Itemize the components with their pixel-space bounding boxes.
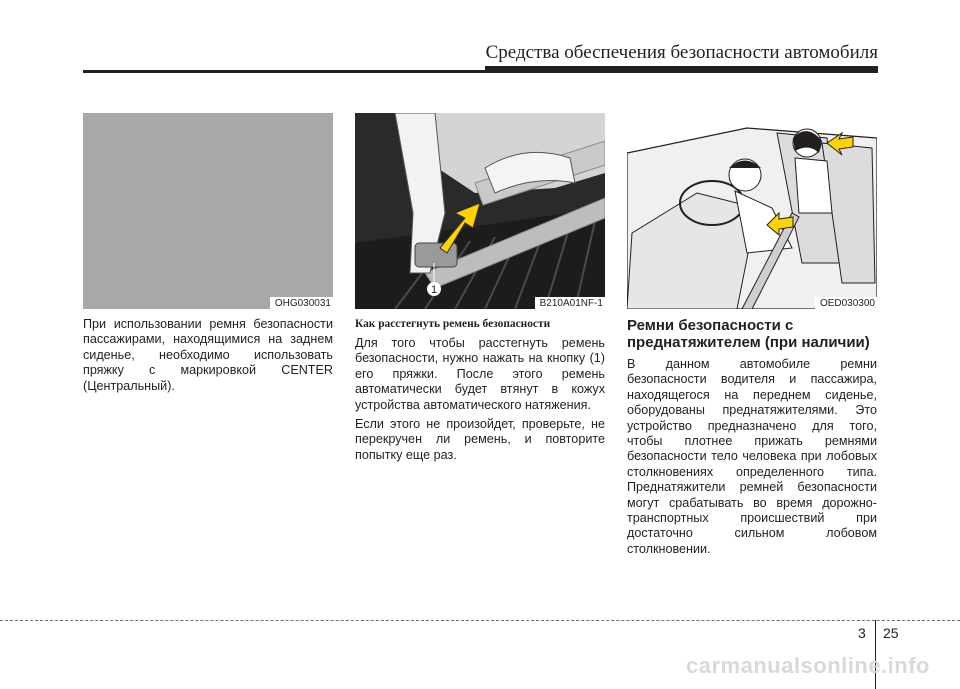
running-header: Средства обеспечения безопасности автомобиля	[485, 42, 878, 63]
figure-code: OHG030031	[270, 297, 333, 309]
section-heading: Ремни безопасности с преднатяжителем (при наличии)	[627, 317, 870, 351]
chapter-number: 3	[858, 625, 866, 641]
figure-center-buckle	[83, 113, 333, 309]
figure-unbuckle	[355, 113, 605, 309]
figure-code: B210A01NF-1	[535, 297, 605, 309]
column-middle	[355, 317, 605, 467]
header-rule	[83, 70, 878, 73]
paragraph: Если этого не произойдет, проверьте, не перекручен ли ремень, и повторите попытку еще раз.	[355, 417, 605, 462]
section-caption: Как расстегнуть ремень безопасности	[355, 318, 551, 330]
paragraph: Для того чтобы расстегнуть ремень безопасности, нужно нажать на кнопку (1) его пряжки. После этого ремень автоматически будет втянут в кожух устройства автоматического натяжения.	[355, 336, 605, 412]
figure-code: OED030300	[815, 297, 877, 309]
callout-1: 1	[430, 284, 438, 296]
unbuckle-illustration	[355, 113, 605, 309]
paragraph: При использовании ремня безопасности пассажирами, находящимися на заднем сиденье, необходимо использовать пряжку с маркировкой CENTER (Центральный).	[83, 317, 333, 393]
watermark: carmanualsonline.info	[686, 653, 930, 678]
paragraph: В данном автомобиле ремни безопасности водителя и пассажира, находящегося на переднем сиденье, оборудованы преднатяжителями. Это устройство предназначено для того, чтобы плотнее прижать ремнями безопасности тело человека при лобовых столкновениях определенного типа. Преднатяжители ремней безопасности могут срабатывать во время дорожно-транспортных происшествий при достаточно сильном лобовом столкновении.	[627, 357, 877, 556]
pretensioner-illustration	[627, 113, 877, 309]
page-number: 25	[883, 625, 899, 641]
footer-rule	[0, 620, 960, 621]
column-left	[83, 317, 333, 398]
figure-pretensioner	[627, 113, 877, 309]
column-right	[627, 317, 877, 561]
